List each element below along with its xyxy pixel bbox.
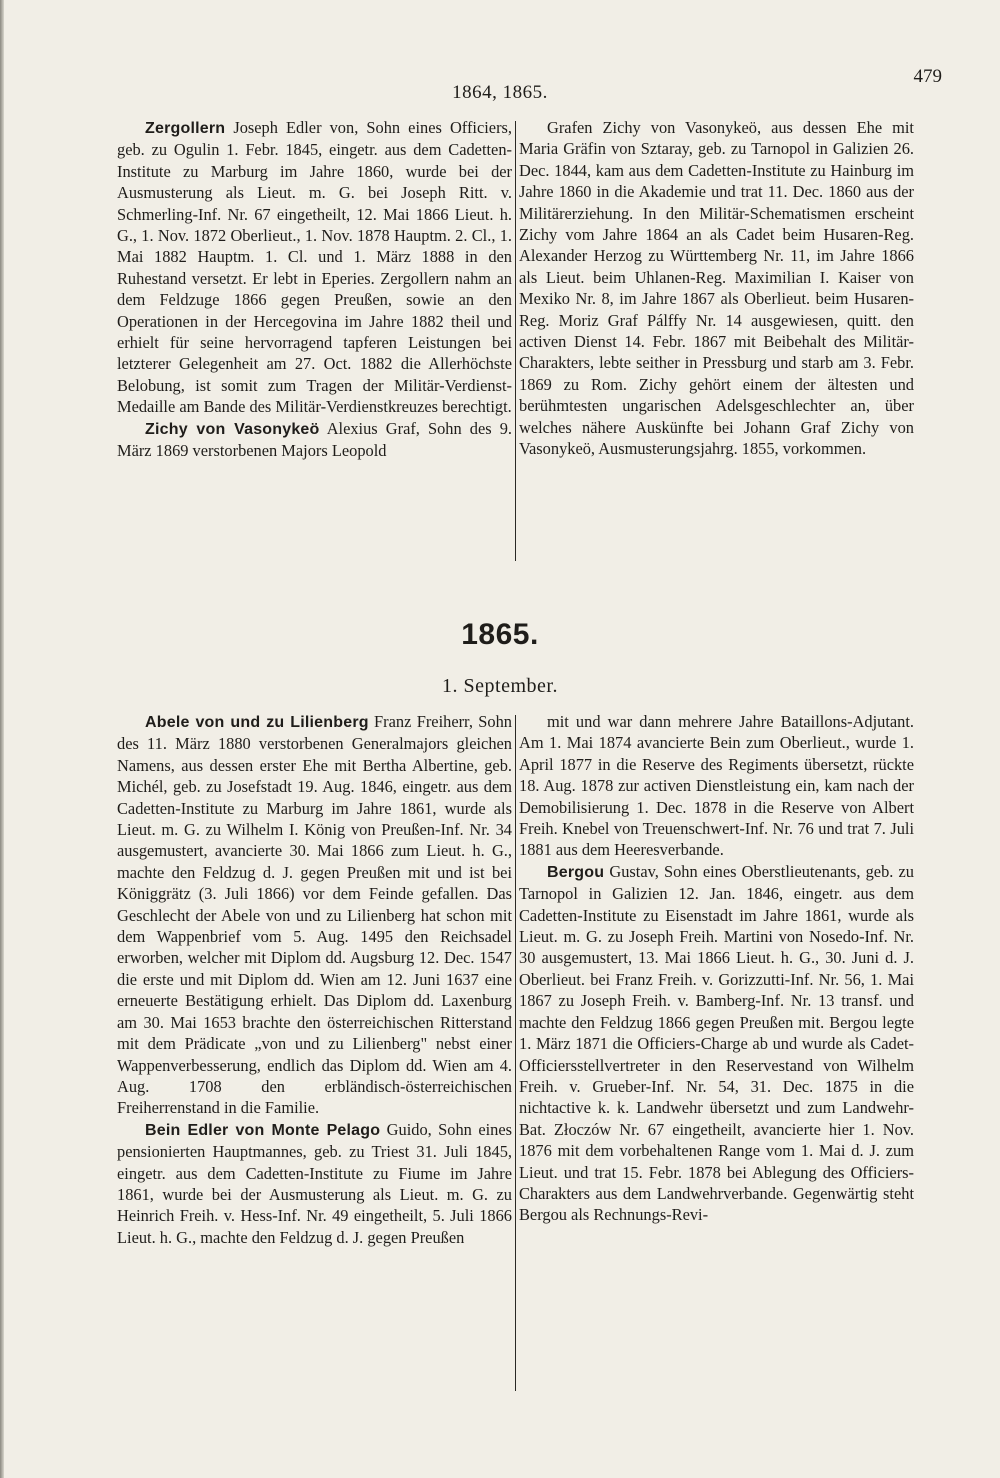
entry-continuation: mit und war dann mehrere Jahre Bataillons-Adjutant. Am 1. Mai 1874 avancierte Bein zum Oberlieut., wurde 1. April 1877 in die Reserve des Regiments übersetzt, rückte 18. Aug. 1878 zur activen Dienstleistung ein, kam nach der Demobilisierung 1. Dec. 1878 in die Reserve von Albert Freih. Knebel von Treuenschwert-Inf. Nr. 76 und trat 7. Juli 1881 aus dem Heeresverbande. <box>519 712 914 860</box>
entry-zichy <box>117 418 512 462</box>
entry-text: Franz Freiherr, Sohn des 11. März 1880 verstorbenen Generalmajors gleichen Namens, aus dessen erster Ehe mit Bertha Albertine, geb. Michél, geb. zu Josefstadt 19. Aug. 1846, eingetr. aus dem Cadetten-Institute zu Marburg im Jahre 1861, wurde als Lieut. m. G. zu Wilhelm I. König von Preußen-Inf. Nr. 34 ausgemustert, avancierte 30. Mai 1866 zum Lieut. h. G., machte den Feldzug d. J. gegen Preußen mit und ist bei Königgrätz (3. Juli 1866) vor dem Feinde gefallen. Das Geschlecht der Abele von und zu Lilienberg hat schon mit dem Wappenbrief vom 5. Aug. 1495 den Reichsadel erworben, welcher mit Diplom dd. Augsburg 12. Dec. 1547 die erste und mit Diplom dd. Wien am 12. Juni 1637 eine erneuerte Bestätigung erhielt. Das Diplom dd. Laxenburg am 30. Mai 1653 brachte den österreichischen Ritterstand mit dem Prädicate „von und zu Lilienberg" nebst einer Wappenverbesserung, endlich das Diplom dd. Wien am 4. Aug. 1708 den erbländisch-österreichischen Freiherrenstand in die Familie. <box>117 712 512 1118</box>
entry-name: Zergollern <box>145 120 226 137</box>
page-number: 479 <box>913 66 942 87</box>
page-edge-shadow <box>0 0 4 1478</box>
entry-name: Bergou <box>547 863 605 881</box>
year-heading: 1865. <box>461 618 539 651</box>
entry-name: Zichy von Vasonykeö <box>145 420 320 438</box>
top-right-column <box>519 117 914 460</box>
date-heading: 1. September. <box>442 675 558 697</box>
entry-text: Gustav, Sohn eines Oberstlieutenants, geb. zu Tarnopol in Galizien 12. Jan. 1846, eingetr. aus dem Cadetten-Institute zu Eisenstadt im Jahre 1861, wurde als Lieut. m. G. zu Joseph Freih. Martini von Nosedo-Inf. Nr. 30 ausgemustert, 13. Mai 1866 Lieut. h. G., 30. Juni d. J. Oberlieut. bei Franz Freih. v. Gorizzutti-Inf. Nr. 56, 1. Mai 1867 zu Joseph Freih. v. Bamberg-Inf. Nr. 13 transf. und machte den Feldzug 1866 gegen Preußen mit. Bergou legte 1. März 1871 die Officiers-Charge ab und wurde als Cadet-Officiersstellvertreter in den Reservestand von Wilhelm Freih. v. Grueber-Inf. Nr. 54, 31. Dec. 1875 in die nichtactive k. k. Landwehr übersetzt und zum Landwehr-Bat. Złoczów Nr. 67 eingetheilt, avancierte hier 1. Nov. 1876 mit dem vorbehaltenen Range vom 1. Mai d. J. zum Lieut. und trat 15. Febr. 1878 bei Ablegung des Officiers-Charakters aus dem Landwehrverbande. Gegenwärtig steht Bergou als Rechnungs-Revi- <box>519 861 914 1225</box>
running-head: 1864, 1865. <box>452 82 548 103</box>
entry-bein <box>117 1119 512 1248</box>
entry-zergollern <box>117 117 512 418</box>
column-divider <box>515 121 516 561</box>
entry-continuation: Grafen Zichy von Vasonykeö, aus dessen Ehe mit Maria Gräfin von Sztaray, geb. zu Tarnopol in Galizien 26. Dec. 1844, kam aus dem Cadetten-Institute zu Hainburg im Jahre 1860 in die Akademie und trat 11. Dec. 1860 aus der Militärerziehung. In den Militär-Schematismen erscheint Zichy vom Jahre 1864 an als Cadet beim Husaren-Reg. Alexander Herzog zu Württemberg Nr. 11, im Jahre 1866 als Lieut. beim Uhlanen-Reg. Maximilian I. Kaiser von Mexiko Nr. 8, im Jahre 1867 als Oberlieut. beim Husaren-Reg. Moriz Graf Pálffy Nr. 14 ausgewiesen, quitt. den activen Dienst 14. Febr. 1867 mit Beibehalt des Militär-Charakters, lebte seither in Pressburg und starb am 3. Febr. 1869 zu Rom. Zichy gehört einem der ältesten und berühmtesten ungarischen Adelsgeschlechter an, über welches nähere Auskünfte bei Johann Graf Zichy von Vasonykeö, Ausmusterungsjahrg. 1855, vorkommen. <box>519 118 914 459</box>
column-divider <box>515 715 516 1391</box>
bottom-left-column <box>117 711 512 1248</box>
top-left-column <box>117 117 512 462</box>
entry-bergou <box>519 861 914 1226</box>
entry-text: Alexius Graf, Sohn des 9. März 1869 verstorbenen Majors Leopold <box>117 418 513 461</box>
entry-text: Joseph Edler von, Sohn eines Officiers, geb. zu Ogulin 1. Febr. 1845, eingetr. aus dem Cadetten-Institute zu Marburg im Jahre 1860, wurde bei der Ausmusterung als Lieut. m. G. bei Joseph Ritt. v. Schmerling-Inf. Nr. 67 eingetheilt, 12. Mai 1866 Lieut. h. G., 1. Nov. 1872 Oberlieut., 1. Nov. 1878 Hauptm. 2. Cl., 1. Mai 1882 Hauptm. 1. Cl. und 1. März 1888 in den Ruhestand versetzt. Er lebt in Eperies. Zergollern nahm an dem Feldzuge 1866 gegen Preußen, sowie an den Operationen in der Hercegovina im Jahre 1882 theil und erhielt für seine hervorragend tapferen Leistungen bei letzterer Gelegenheit am 27. Oct. 1882 die Allerhöchste Belobung, ist somit zum Tragen der Militär-Verdienst-Medaille am Bande des Militär-Verdienstkreuzes berechtigt. <box>117 118 512 417</box>
bottom-right-column <box>519 711 914 1226</box>
entry-abele <box>117 711 512 1119</box>
entry-text: Guido, Sohn eines pensionierten Hauptmannes, geb. zu Triest 31. Juli 1845, eingetr. aus dem Cadetten-Institute zu Fiume im Jahre 1861, wurde bei der Ausmusterung als Lieut. m. G. zu Heinrich Freih. v. Hess-Inf. Nr. 49 eingetheilt, 5. Juli 1866 Lieut. h. G., machte den Feldzug d. J. gegen Preußen <box>117 1119 512 1247</box>
entry-name: Bein Edler von Monte Pelago <box>145 1121 381 1139</box>
entry-name: Abele von und zu Lilienberg <box>145 714 369 731</box>
